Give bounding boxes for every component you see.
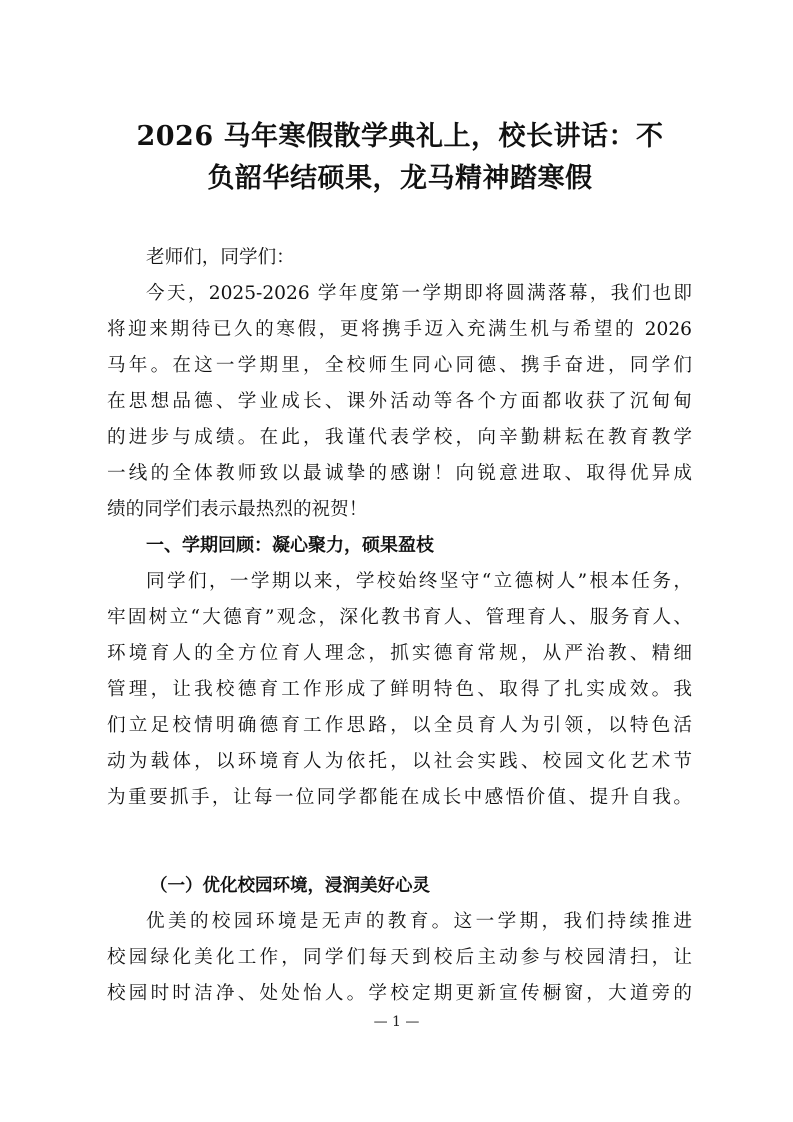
document-title — [100, 116, 700, 200]
paragraph-line: 们立足校情明确德育工作思路，以全员育人为引领，以特色活 — [107, 715, 692, 736]
subsection-heading: （一）优化校园环境，浸润美好心灵 — [150, 876, 430, 896]
title-line-1: 2026 马年寒假散学典礼上，校长讲话：不 — [136, 121, 664, 152]
paragraph-line: 同学们，一学期以来，学校始终坚守“立德树人”根本任务， — [146, 571, 692, 592]
paragraph-line: 为重要抓手，让每一位同学都能在成长中感悟价值、提升自我。 — [107, 787, 692, 808]
paragraph-line: 校园绿化美化工作，同学们每天到校后主动参与校园清扫，让 — [107, 947, 692, 968]
title-line-2: 负韶华结硕果，龙马精神踏寒假 — [207, 163, 593, 194]
paragraph-line: 马年。在这一学期里，全校师生同心同德、携手奋进，同学们 — [107, 355, 692, 376]
paragraph-line: 在思想品德、学业成长、课外活动等各个方面都收获了沉甸甸 — [107, 391, 692, 412]
paragraph-line: 将迎来期待已久的寒假，更将携手迈入充满生机与希望的 2026 — [107, 319, 692, 340]
paragraph-line: 绩的同学们表示最热烈的祝贺！ — [107, 499, 368, 520]
paragraph-line: 牢固树立“大德育”观念，深化教书育人、管理育人、服务育人、 — [107, 607, 692, 628]
paragraph-line: 的进步与成绩。在此，我谨代表学校，向辛勤耕耘在教育教学 — [107, 427, 692, 448]
page-number: — 1 — — [373, 1014, 420, 1030]
paragraph-line: 动为载体，以环境育人为依托，以社会实践、校园文化艺术节 — [107, 751, 692, 772]
paragraph-line: 优美的校园环境是无声的教育。这一学期，我们持续推进 — [146, 911, 692, 932]
paragraph-line: 校园时时洁净、处处怡人。学校定期更新宣传橱窗，大道旁的 — [107, 983, 692, 1004]
paragraph-line: 今天，2025-2026 学年度第一学期即将圆满落幕，我们也即 — [146, 283, 692, 304]
paragraph-line: 一线的全体教师致以最诚挚的感谢！向锐意进取、取得优异成 — [107, 463, 692, 484]
paragraph-line: 环境育人的全方位育人理念，抓实德育常规，从严治教、精细 — [107, 643, 692, 664]
paragraph-line: 管理，让我校德育工作形成了鲜明特色、取得了扎实成效。我 — [107, 679, 692, 700]
section-heading: 一、学期回顾：凝心聚力，硕果盈枝 — [146, 535, 434, 556]
salutation: 老师们，同学们： — [146, 247, 295, 268]
